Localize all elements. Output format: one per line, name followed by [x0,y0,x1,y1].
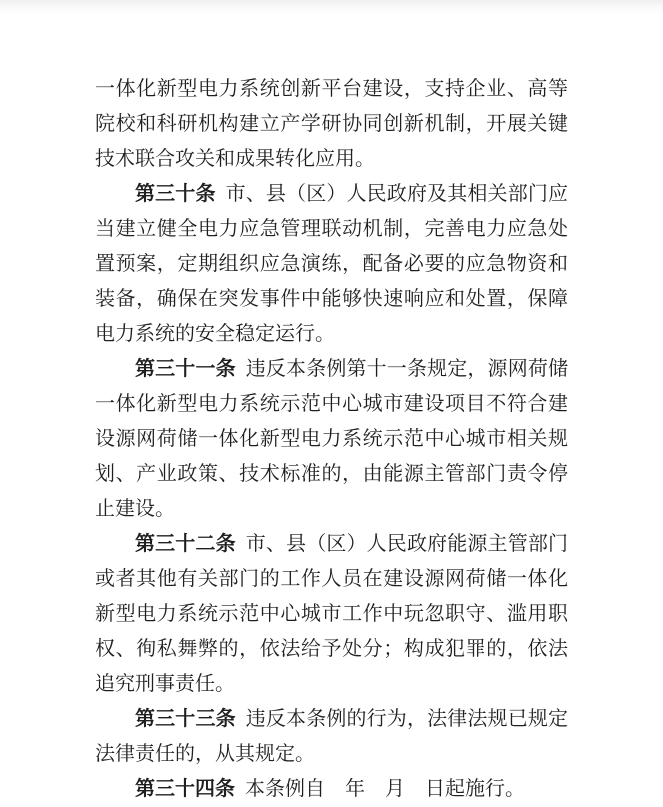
paragraph-article-33 [95,702,568,772]
article-33-number: 第三十三条 [135,708,236,730]
paragraph-article-30 [95,177,568,352]
page-top-shadow [0,0,663,14]
legal-text-block [95,72,568,807]
article-32-text: 市、县（区）人民政府能源主管部门或者其他有关部门的工作人员在建设源网荷储一体化新型电力系统示范中心城市工作中玩忽职守、滥用职权、徇私舞弊的，依法给予处分；构成犯罪的，依法追究刑事责任。 [95,533,568,695]
paragraph-article-34 [95,772,568,807]
article-34-text: 本条例自 年 月 日起施行。 [245,778,525,800]
article-31-text: 违反本条例第十一条规定，源网荷储一体化新型电力系统示范中心城市建设项目不符合建设源网荷储一体化新型电力系统示范中心城市相关规划、产业政策、技术标准的，由能源主管部门责令停止建设。 [95,358,568,520]
article-31-number: 第三十一条 [135,358,236,380]
paragraph-continuation [95,72,568,177]
paragraph-article-31 [95,352,568,527]
paragraph-text: 一体化新型电力系统创新平台建设，支持企业、高等院校和科研机构建立产学研协同创新机制，开展关键技术联合攻关和成果转化应用。 [95,78,568,170]
article-30-text: 市、县（区）人民政府及其相关部门应当建立健全电力应急管理联动机制，完善电力应急处置预案，定期组织应急演练，配备必要的应急物资和装备，确保在突发事件中能够快速响应和处置，保障电力系统的安全稳定运行。 [95,183,569,345]
article-33-text: 违反本条例的行为，法律法规已规定法律责任的，从其规定。 [95,708,568,765]
article-34-number: 第三十四条 [135,778,235,800]
article-30-number: 第三十条 [135,183,216,205]
paragraph-article-32 [95,527,568,702]
article-32-number: 第三十二条 [135,533,236,555]
